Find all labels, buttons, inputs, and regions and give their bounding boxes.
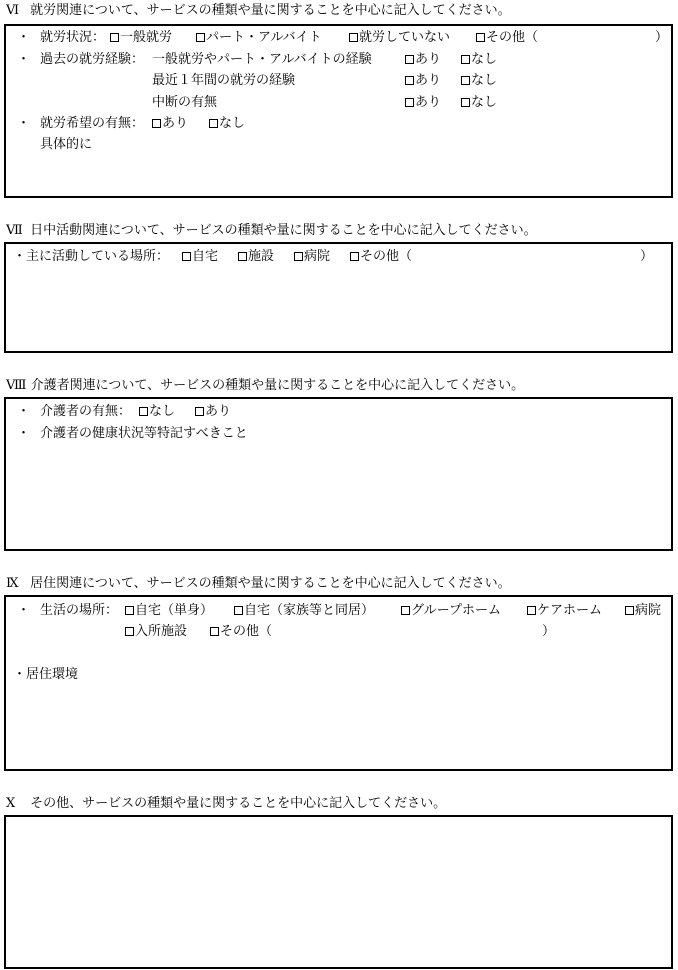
past-row-no[interactable]: なし: [461, 94, 497, 111]
checkbox[interactable]: [125, 627, 134, 636]
place-option-facility[interactable]: 施設: [238, 248, 274, 265]
section-10-heading: [6, 796, 446, 812]
checkbox[interactable]: [209, 119, 218, 128]
bullet: ・: [17, 426, 31, 441]
section-8-number: Ⅷ: [6, 378, 27, 393]
section-8-box[interactable]: [4, 397, 673, 551]
checkbox[interactable]: [476, 33, 485, 42]
section-7-heading: [6, 223, 537, 239]
checkbox[interactable]: [125, 606, 134, 615]
employment-option-parttime[interactable]: パート・アルバイト: [196, 29, 322, 46]
checkbox[interactable]: [139, 407, 148, 416]
section-7-title: 日中活動関連について、サービスの種類や量に関することを中心に記入してください。: [30, 223, 537, 238]
living-option-care-home[interactable]: ケアホーム: [527, 602, 602, 619]
bullet: ・: [17, 603, 31, 618]
past-row-label: 一般就労やパート・アルバイトの経験: [152, 52, 372, 67]
past-row-label: 最近１年間の就労の経験: [152, 73, 296, 88]
checkbox[interactable]: [294, 252, 303, 261]
checkbox[interactable]: [405, 76, 414, 85]
past-experience-label: 過去の就労経験：: [40, 52, 145, 67]
work-wish-no[interactable]: なし: [209, 115, 245, 132]
section-9-box[interactable]: [4, 595, 673, 771]
living-option-home-alone[interactable]: 自宅（単身）: [125, 602, 213, 619]
living-place-label: 生活の場所：: [40, 603, 119, 618]
section-8-title: 介護者関連について、サービスの種類や量に関することを中心に記入してください。: [30, 378, 525, 393]
employment-option-regular[interactable]: 一般就労: [110, 29, 172, 46]
checkbox[interactable]: [461, 98, 470, 107]
work-wish-label: 就労希望の有無：: [40, 116, 145, 131]
activity-place-label: ・主に活動している場所：: [13, 249, 170, 264]
bullet: ・: [17, 30, 31, 45]
section-6-number: Ⅵ: [6, 3, 20, 18]
checkbox[interactable]: [234, 606, 243, 615]
checkbox[interactable]: [349, 33, 358, 42]
past-row-no[interactable]: なし: [461, 51, 497, 68]
caregiver-health-label: 介護者の健康状況等特記すべきこと: [40, 426, 248, 441]
checkbox[interactable]: [350, 252, 359, 261]
bullet: ・: [17, 404, 31, 419]
checkbox[interactable]: [196, 33, 205, 42]
bullet: ・: [17, 52, 31, 67]
past-row-no[interactable]: なし: [461, 72, 497, 89]
checkbox[interactable]: [182, 252, 191, 261]
caregiver-label: 介護者の有無：: [40, 404, 132, 419]
employment-option-none[interactable]: 就労していない: [349, 29, 450, 46]
place-option-hospital[interactable]: 病院: [294, 248, 330, 265]
checkbox[interactable]: [195, 407, 204, 416]
section-9-heading: [6, 576, 511, 592]
section-6-heading: [6, 3, 511, 19]
living-option-group-home[interactable]: グループホーム: [401, 602, 501, 619]
checkbox[interactable]: [461, 55, 470, 64]
living-option-institution[interactable]: 入所施設: [125, 623, 187, 640]
employment-status-label: 就労状況：: [40, 30, 106, 45]
section-10-box[interactable]: [4, 815, 673, 969]
living-option-hospital[interactable]: 病院: [625, 602, 661, 619]
place-option-other[interactable]: その他（: [350, 248, 412, 265]
place-option-home[interactable]: 自宅: [182, 248, 218, 265]
section-7-number: Ⅶ: [6, 223, 23, 238]
checkbox[interactable]: [210, 627, 219, 636]
caregiver-yes[interactable]: あり: [195, 403, 231, 420]
checkbox[interactable]: [110, 33, 119, 42]
section-9-title: 居住関連について、サービスの種類や量に関することを中心に記入してください。: [30, 576, 511, 591]
section-9-number: Ⅸ: [6, 576, 19, 591]
living-option-home-family[interactable]: 自宅（家族等と同居）: [234, 602, 374, 619]
close-paren: ）: [655, 30, 669, 45]
checkbox[interactable]: [405, 55, 414, 64]
checkbox[interactable]: [405, 98, 414, 107]
checkbox[interactable]: [527, 606, 536, 615]
employment-option-other[interactable]: その他（: [476, 29, 538, 46]
checkbox[interactable]: [152, 119, 161, 128]
section-6-title: 就労関連について、サービスの種類や量に関することを中心に記入してください。: [30, 3, 511, 18]
section-10-title: その他、サービスの種類や量に関することを中心に記入してください。: [30, 796, 447, 811]
past-row-yes[interactable]: あり: [405, 72, 441, 89]
section-6-box[interactable]: [4, 24, 673, 198]
past-row-label: 中断の有無: [152, 95, 218, 110]
section-8-heading: [6, 378, 524, 394]
details-label: 具体的に: [40, 137, 93, 152]
bullet: ・: [17, 116, 31, 131]
checkbox[interactable]: [401, 606, 410, 615]
work-wish-yes[interactable]: あり: [152, 115, 188, 132]
checkbox[interactable]: [625, 606, 634, 615]
living-option-other[interactable]: その他（: [210, 623, 272, 640]
section-7-box[interactable]: [4, 242, 673, 353]
past-row-yes[interactable]: あり: [405, 94, 441, 111]
caregiver-no[interactable]: なし: [139, 403, 175, 420]
past-row-yes[interactable]: あり: [405, 51, 441, 68]
close-paren: ）: [542, 624, 556, 639]
checkbox[interactable]: [461, 76, 470, 85]
checkbox[interactable]: [238, 252, 247, 261]
section-10-number: Ⅹ: [6, 796, 16, 811]
close-paren: ）: [640, 249, 654, 264]
living-environment-label: ・居住環境: [13, 667, 79, 682]
